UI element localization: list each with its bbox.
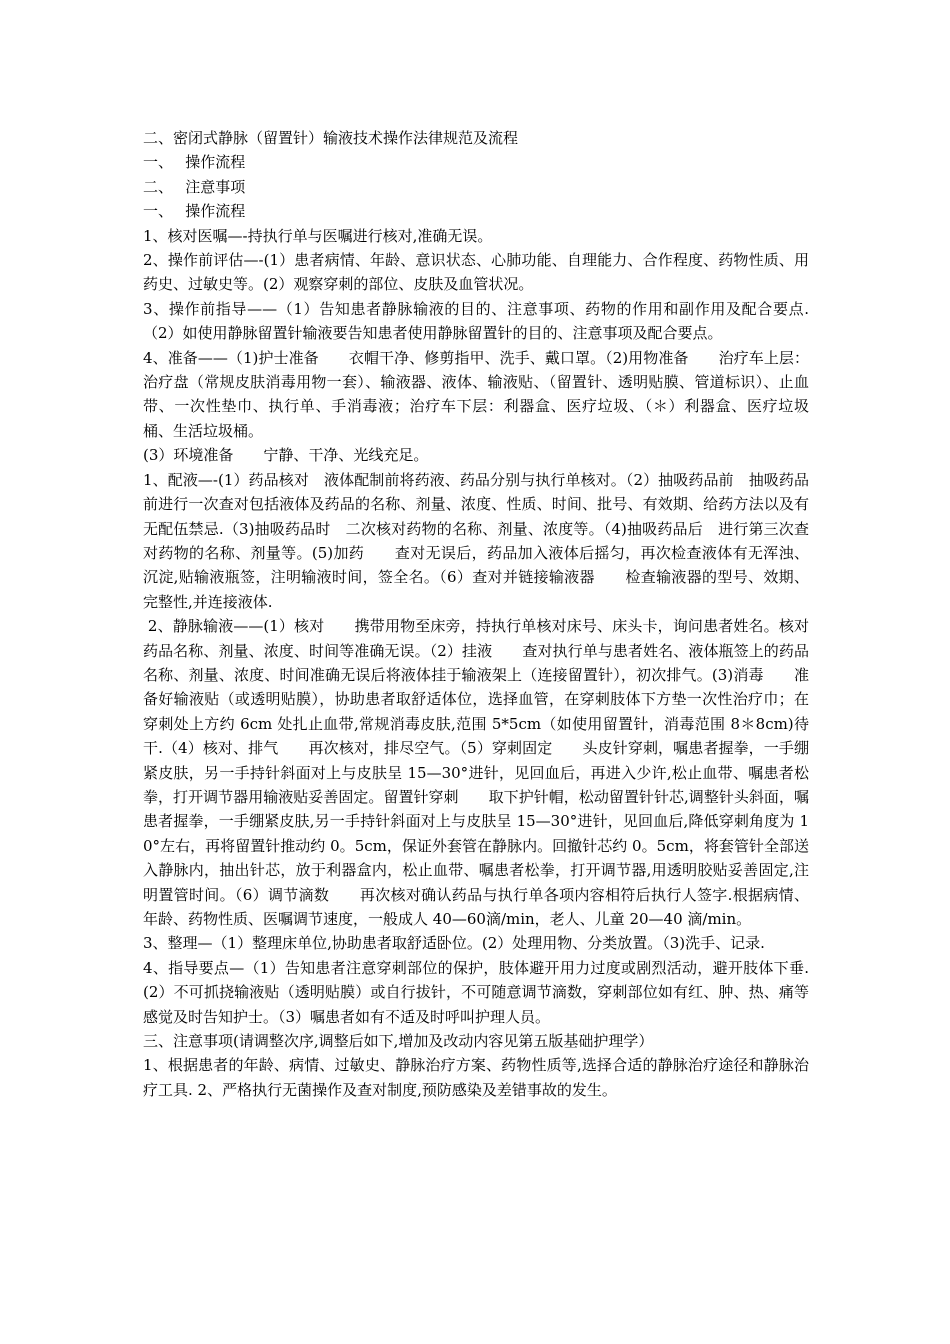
document-title: 二、密闭式静脉（留置针）输液技术操作法律规范及流程	[143, 129, 519, 147]
paragraph-preparation: 4、准备——（1)护士准备 衣帽干净、修剪指甲、洗手、戴口罩。（2)用物准备 治疗车上层：治疗盘（常规皮肤消毒用物一套）、输液器、液体、输液贴、（留置针、透明贴膜、管道标识）、止血带、一次性垫巾、执行单、手消毒液；治疗车下层：利器盒、医疗垃圾、（＊）利器盒、医疗垃圾桶、生活垃圾桶。	[143, 348, 809, 440]
paragraph-pre-assessment: 2、操作前评估—-(1）患者病情、年龄、意识状态、心肺功能、自理能力、合作程度、药物性质、用药史、过敏史等。(2）观察穿刺的部位、皮肤及血管状况。	[143, 251, 809, 294]
document-page	[143, 126, 809, 1102]
paragraph-precautions-list: 1、根据患者的年龄、病情、过敏史、静脉治疗方案、药物性质等,选择合适的静脉治疗途径和静脉治疗工具. 2、严格执行无菌操作及查对制度,预防感染及差错事故的发生。	[143, 1056, 809, 1099]
paragraph-iv-infusion: 2、静脉输液——(1）核对 携带用物至床旁，持执行单核对床号、床头卡，询问患者姓名。核对药品名称、剂量、浓度、时间等准确无误。（2）挂液 查对执行单与患者姓名、液体瓶签上的药品名称、剂量、浓度、时间准确无误后将液体挂于输液架上（连接留置针），初次排气。(3)消毒 准备好输液贴（或透明贴膜），协助患者取舒适体位，选择血管，在穿刺肢体下方垫一次性治疗巾；在穿刺处上方约 6cm 处扎止血带,常规消毒皮肤,范围 5*5cm（如使用留置针，消毒范围 8＊8cm)待干.（4）核对、排气 再次核对，排尽空气。（5）穿刺固定 头皮针穿刺，嘱患者握拳，一手绷紧皮肤，另一手持针斜面对上与皮肤呈 15—30°进针，见回血后，再进入少许,松止血带、嘱患者松拳，打开调节器用输液贴妥善固定。留置针穿刺 取下护针帽，松动留置针针芯,调整针头斜面，嘱患者握拳，一手绷紧皮肤,另一手持针斜面对上与皮肤呈 15—30°进针，见回血后,降低穿刺角度为 10°左右，再将留置针推动约 0。5cm，保证外套管在静脉内。回撤针芯约 0。5cm，将套管针全部送入静脉内，抽出针芯，放于利器盒内，松止血带、嘱患者松拳，打开调节器,用透明胶贴妥善固定,注明置管时间。（6）调节滴数 再次核对确认药品与执行单各项内容相符后执行人签字.根据病情、年龄、药物性质、医嘱调节速度，一般成人 40—60滴/min，老人、儿童 20—40 滴/min。	[143, 617, 809, 928]
paragraph-tidy-up: 3、整理—（1）整理床单位,协助患者取舒适卧位。(2）处理用物、分类放置。（3)洗手、记录.	[143, 934, 765, 953]
section-heading-precautions: 三、注意事项(请调整次序,调整后如下,增加及改动内容见第五版基础护理学）	[143, 1032, 654, 1051]
paragraph-verify-orders: 1、核对医嘱—-持执行单与医嘱进行核对,准确无误。	[143, 226, 493, 245]
outline-item-operation-flow: 一、 操作流程	[143, 153, 246, 172]
paragraph-dispensing: 1、配液—-(1）药品核对 液体配制前将药液、药品分别与执行单核对。（2）抽吸药品前 抽吸药品前进行一次查对包括液体及药品的名称、剂量、浓度、性质、时间、批号、有效期、给药方法以及有无配伍禁忌.（3)抽吸药品时 二次核对药物的名称、剂量、浓度等。（4)抽吸药品后 进行第三次查对药物的名称、剂量等。(5)加药 查对无误后，药品加入液体后摇匀，再次检查液体有无浑浊、沉淀,贴输液瓶签，注明输液时间，签全名。（6）查对并链接输液器 检查输液器的型号、效期、完整性,并连接液体.	[143, 470, 809, 611]
outline-item-precautions: 二、 注意事项	[143, 177, 246, 196]
paragraph-pre-guidance: 3、操作前指导——（1）告知患者静脉输液的目的、注意事项、药物的作用和副作用及配合要点.（2）如使用静脉留置针输液要告知患者使用静脉留置针的目的、注意事项及配合要点。	[143, 299, 809, 343]
section-heading-operation-flow: 一、 操作流程	[143, 202, 246, 221]
paragraph-guidance-points: 4、指导要点—（1）告知患者注意穿刺部位的保护，肢体避开用力过度或剧烈活动，避开肢体下垂.(2）不可抓挠输液贴（透明贴膜）或自行拔针，不可随意调节滴数，穿刺部位如有红、肿、热、痛等感觉及时告知护士。（3）嘱患者如有不适及时呼叫护理人员。	[143, 958, 809, 1026]
paragraph-environment-prep: (3）环境准备 宁静、干净、光线充足。	[143, 446, 429, 465]
